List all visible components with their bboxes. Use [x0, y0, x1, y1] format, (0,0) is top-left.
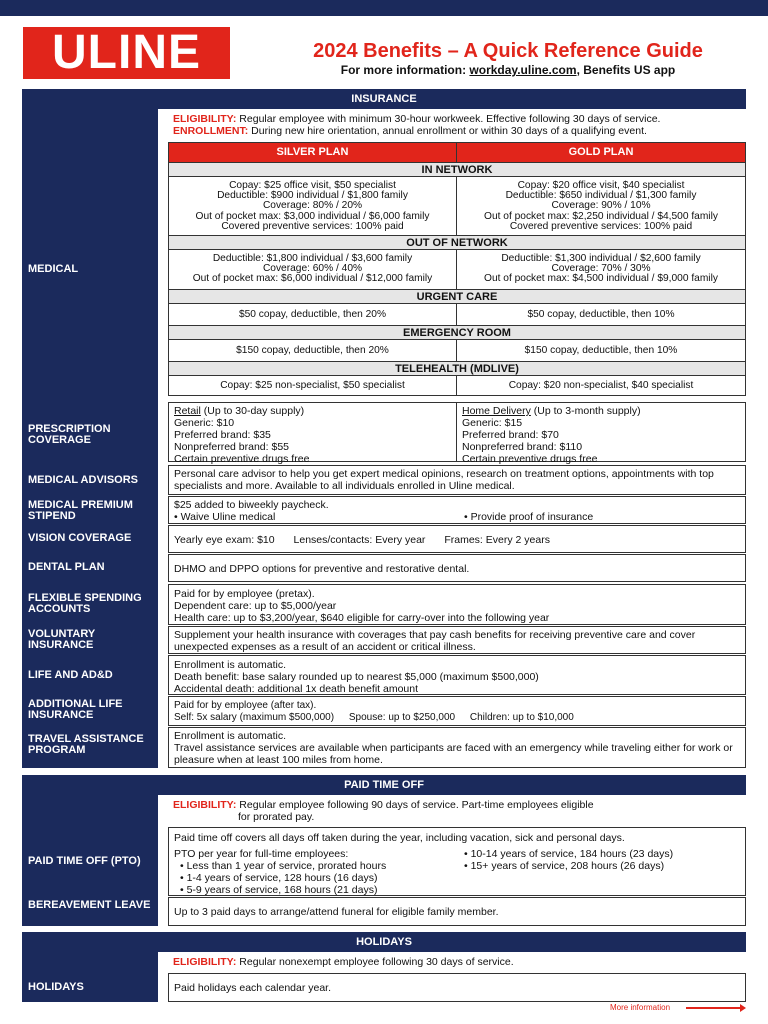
fsa-line-dependent: Dependent care: up to $5,000/year	[174, 600, 337, 613]
voluntary-text: Supplement your health insurance with coverages that pay cash benefits for receiving preventive care and cover unexpected expenses as a result of an accident or critical illness.	[174, 629, 696, 654]
in-gold-deductible: Deductible: $650 individual / $1,300 family	[505, 190, 697, 202]
additional-life-spouse: Spouse: up to $250,000	[348, 711, 456, 723]
insurance-enrollment	[173, 125, 647, 137]
vision-frames: Frames: Every 2 years	[444, 534, 550, 546]
medical-label: MEDICAL	[28, 263, 79, 275]
retail-supply: (Up to 30-day supply)	[200, 405, 305, 417]
tele-gold: Copay: $20 non-specialist, $40 specialist	[508, 380, 694, 391]
prescription-label: PRESCRIPTION COVERAGE	[28, 423, 111, 446]
divider	[456, 250, 457, 289]
in-network-header: IN NETWORK	[169, 162, 745, 177]
vision-exam: Yearly eye exam: $10	[174, 534, 275, 546]
in-silver-coverage: Coverage: 80% / 20%	[262, 200, 363, 212]
emergency-room-header: EMERGENCY ROOM	[169, 325, 745, 340]
home-nonpreferred: Nonpreferred brand: $110	[462, 441, 583, 454]
out-network-gold	[457, 254, 745, 285]
advisors-label: MEDICAL ADVISORS	[28, 474, 139, 486]
holidays-eligibility-label: ELIGIBILITY:	[173, 956, 237, 968]
home-generic: Generic: $15	[462, 417, 523, 430]
additional-life-children: Children: up to $10,000	[469, 711, 574, 723]
in-silver-preventive: Covered preventive services: 100% paid	[221, 220, 404, 232]
out-network-header: OUT OF NETWORK	[169, 235, 745, 250]
life-line-death: Death benefit: base salary rounded up to nearest $5,000 (maximum $500,000)	[174, 671, 539, 684]
divider	[456, 376, 457, 396]
pto-right-list	[464, 848, 673, 872]
home-preventive: Certain preventive drugs free	[462, 453, 598, 466]
vision-box	[168, 525, 746, 553]
waive-text: Waive Uline medical	[180, 511, 276, 524]
gold-plan-header: GOLD PLAN	[457, 143, 745, 162]
pto-header: PAID TIME OFF	[22, 775, 746, 795]
eligibility-text: Regular employee with minimum 30-hour workweek. Effective following 30 days of service.	[236, 113, 661, 125]
more-info-line	[248, 64, 768, 78]
silver-plan-header: SILVER PLAN	[169, 143, 456, 162]
pto-left-list	[174, 848, 386, 896]
enrollment-text: During new hire orientation, annual enrollment or within 30 days of a qualifying event.	[248, 125, 647, 137]
insurance-eligibility	[173, 113, 660, 125]
arrowhead-icon	[740, 1004, 746, 1012]
more-info-prefix: For more information:	[340, 63, 470, 77]
more-info-suffix: , Benefits US app	[576, 63, 676, 77]
out-network-silver	[169, 254, 456, 285]
dental-box	[168, 554, 746, 582]
pto-item-5-9: • 5-9 years of service, 168 hours (21 days)	[180, 884, 386, 896]
eligibility-label: ELIGIBILITY:	[173, 113, 237, 125]
stipend-line: $25 added to biweekly paycheck.	[174, 499, 329, 511]
retail-generic: Generic: $10	[174, 417, 235, 430]
life-box	[168, 655, 746, 695]
in-network-silver	[169, 181, 456, 232]
stipend-label: MEDICAL PREMIUM STIPEND	[28, 499, 133, 522]
dental-label: DENTAL PLAN	[28, 561, 105, 573]
additional-life-box	[168, 696, 746, 726]
urgent-silver: $50 copay, deductible, then 20%	[238, 309, 387, 320]
out-silver-oop: Out of pocket max: $6,000 individual / $12,000 family	[192, 273, 433, 285]
out-gold-coverage: Coverage: 70% / 30%	[551, 263, 651, 275]
pto-item-less-1: • Less than 1 year of service, prorated hours	[180, 860, 386, 872]
pto-eligibility-text2: for prorated pay.	[238, 811, 315, 823]
vision-label: VISION COVERAGE	[28, 532, 132, 544]
bereavement-label: BEREAVEMENT LEAVE	[28, 899, 151, 911]
divider	[456, 340, 457, 361]
pto-eligibility-label: ELIGIBILITY:	[173, 799, 237, 811]
travel-box	[168, 727, 746, 768]
out-silver-deductible: Deductible: $1,800 individual / $3,600 family	[212, 253, 413, 264]
advisors-box	[168, 465, 746, 495]
holidays-left-column	[22, 952, 158, 1002]
divider	[456, 143, 457, 162]
fsa-label: FLEXIBLE SPENDING ACCOUNTS	[28, 592, 142, 615]
enrollment-label: ENROLLMENT:	[173, 125, 249, 137]
pto-label: PAID TIME OFF (PTO)	[28, 855, 141, 867]
holidays-eligibility-text: Regular nonexempt employee following 30 days of service.	[236, 956, 514, 968]
pto-intro: Paid time off covers all days off taken during the year, including vacation, sick and personal days.	[174, 832, 625, 844]
fsa-box	[168, 584, 746, 625]
out-silver-coverage: Coverage: 60% / 40%	[262, 263, 363, 275]
travel-label: TRAVEL ASSISTANCE PROGRAM	[28, 733, 144, 756]
life-line-automatic: Enrollment is automatic.	[174, 659, 287, 671]
pto-item-10-14: • 10-14 years of service, 184 hours (23 days)	[464, 848, 673, 860]
additional-life-self: Self: 5x salary (maximum $500,000)	[174, 711, 335, 723]
insurance-header: INSURANCE	[22, 89, 746, 109]
voluntary-box	[168, 626, 746, 654]
top-bar	[0, 0, 768, 16]
er-silver: $150 copay, deductible, then 20%	[236, 345, 389, 356]
urgent-care-header: URGENT CARE	[169, 289, 745, 304]
life-line-accidental: Accidental death: additional 1x death benefit amount	[174, 683, 419, 696]
in-gold-oop: Out of pocket max: $2,250 individual / $4,500 family	[484, 210, 718, 222]
retail-box	[168, 402, 457, 466]
in-gold-preventive: Covered preventive services: 100% paid	[509, 220, 693, 232]
home-preferred: Preferred brand: $70	[462, 429, 559, 442]
telehealth-header: TELEHEALTH (MDLIVE)	[169, 361, 745, 376]
in-silver-oop: Out of pocket max: $3,000 individual / $6,000 family	[195, 210, 430, 222]
retail-title: Retail	[174, 405, 201, 417]
uline-logo: ULINE	[23, 27, 230, 79]
vision-lenses: Lenses/contacts: Every year	[293, 534, 426, 546]
divider	[456, 177, 457, 235]
er-gold: $150 copay, deductible, then 10%	[524, 345, 678, 356]
more-information-link[interactable]: More information	[610, 1003, 671, 1012]
holidays-header: HOLIDAYS	[22, 932, 746, 952]
advisors-text: Personal care advisor to help you get expert medical opinions, research on treatment options, appointments with top specialists and more. Available to all individuals enrolled in Uline medical.	[174, 468, 714, 493]
holidays-eligibility	[173, 956, 514, 968]
proof-text: Provide proof of insurance	[470, 511, 594, 524]
stipend-box	[168, 496, 746, 524]
tele-silver: Copay: $25 non-specialist, $50 specialist	[220, 380, 405, 391]
pto-item-1-4: • 1-4 years of service, 128 hours (16 days)	[180, 872, 386, 884]
voluntary-label: VOLUNTARY INSURANCE	[28, 628, 96, 651]
life-label: LIFE AND AD&D	[28, 669, 113, 681]
pto-box	[168, 827, 746, 896]
page-title: 2024 Benefits – A Quick Reference Guide	[313, 40, 703, 62]
in-silver-copay: Copay: $25 office visit, $50 specialist	[229, 180, 396, 191]
out-gold-oop: Out of pocket max: $4,500 individual / $9,000 family	[484, 273, 718, 285]
bereavement-box	[168, 897, 746, 926]
stipend-bullet-proof: • Provide proof of insurance	[464, 511, 594, 524]
travel-line-automatic: Enrollment is automatic.	[174, 730, 287, 742]
home-title: Home Delivery	[462, 405, 531, 417]
pto-eligibility	[173, 799, 594, 811]
medical-plans-table	[168, 142, 746, 396]
stipend-bullet-waive: • Waive Uline medical	[174, 511, 276, 524]
in-network-gold	[457, 181, 745, 232]
pto-eligibility-text: Regular employee following 90 days of service. Part-time employees eligible	[236, 799, 594, 811]
in-gold-coverage: Coverage: 90% / 10%	[551, 200, 651, 212]
fsa-line-pretax: Paid for by employee (pretax).	[174, 588, 315, 600]
arrow-right-icon	[686, 1007, 744, 1009]
urgent-gold: $50 copay, deductible, then 10%	[527, 309, 675, 320]
divider	[456, 304, 457, 325]
additional-life-line: Paid for by employee (after tax).	[174, 700, 317, 711]
additional-life-label: ADDITIONAL LIFE INSURANCE	[28, 698, 123, 721]
travel-line-services: Travel assistance services are available when participants are faced with an emergency while traveling either for work or pleasure when at least 100 miles from home.	[174, 742, 733, 767]
fsa-line-health: Health care: up to $3,200/year, $640 eligible for carry-over into the following year	[174, 612, 550, 625]
pto-per-year: PTO per year for full-time employees:	[174, 848, 349, 861]
home-supply: (Up to 3-month supply)	[530, 405, 641, 417]
retail-preventive: Certain preventive drugs free	[174, 453, 310, 466]
holidays-text: Paid holidays each calendar year.	[174, 982, 332, 994]
in-gold-copay: Copay: $20 office visit, $40 specialist	[517, 180, 685, 191]
retail-preferred: Preferred brand: $35	[174, 429, 271, 442]
in-silver-deductible: Deductible: $900 individual / $1,800 family	[217, 190, 408, 202]
holidays-box	[168, 973, 746, 1002]
out-gold-deductible: Deductible: $1,300 individual / $2,600 family	[501, 253, 701, 264]
bereavement-text: Up to 3 paid days to arrange/attend funeral for eligible family member.	[174, 906, 499, 918]
pto-item-15-plus: • 15+ years of service, 208 hours (26 days)	[464, 860, 673, 872]
dental-text: DHMO and DPPO options for preventive and restorative dental.	[174, 563, 470, 575]
retail-nonpreferred: Nonpreferred brand: $55	[174, 441, 289, 454]
workday-link[interactable]: workday.uline.com	[469, 63, 577, 77]
home-delivery-box	[456, 402, 746, 466]
holidays-label: HOLIDAYS	[28, 981, 84, 993]
